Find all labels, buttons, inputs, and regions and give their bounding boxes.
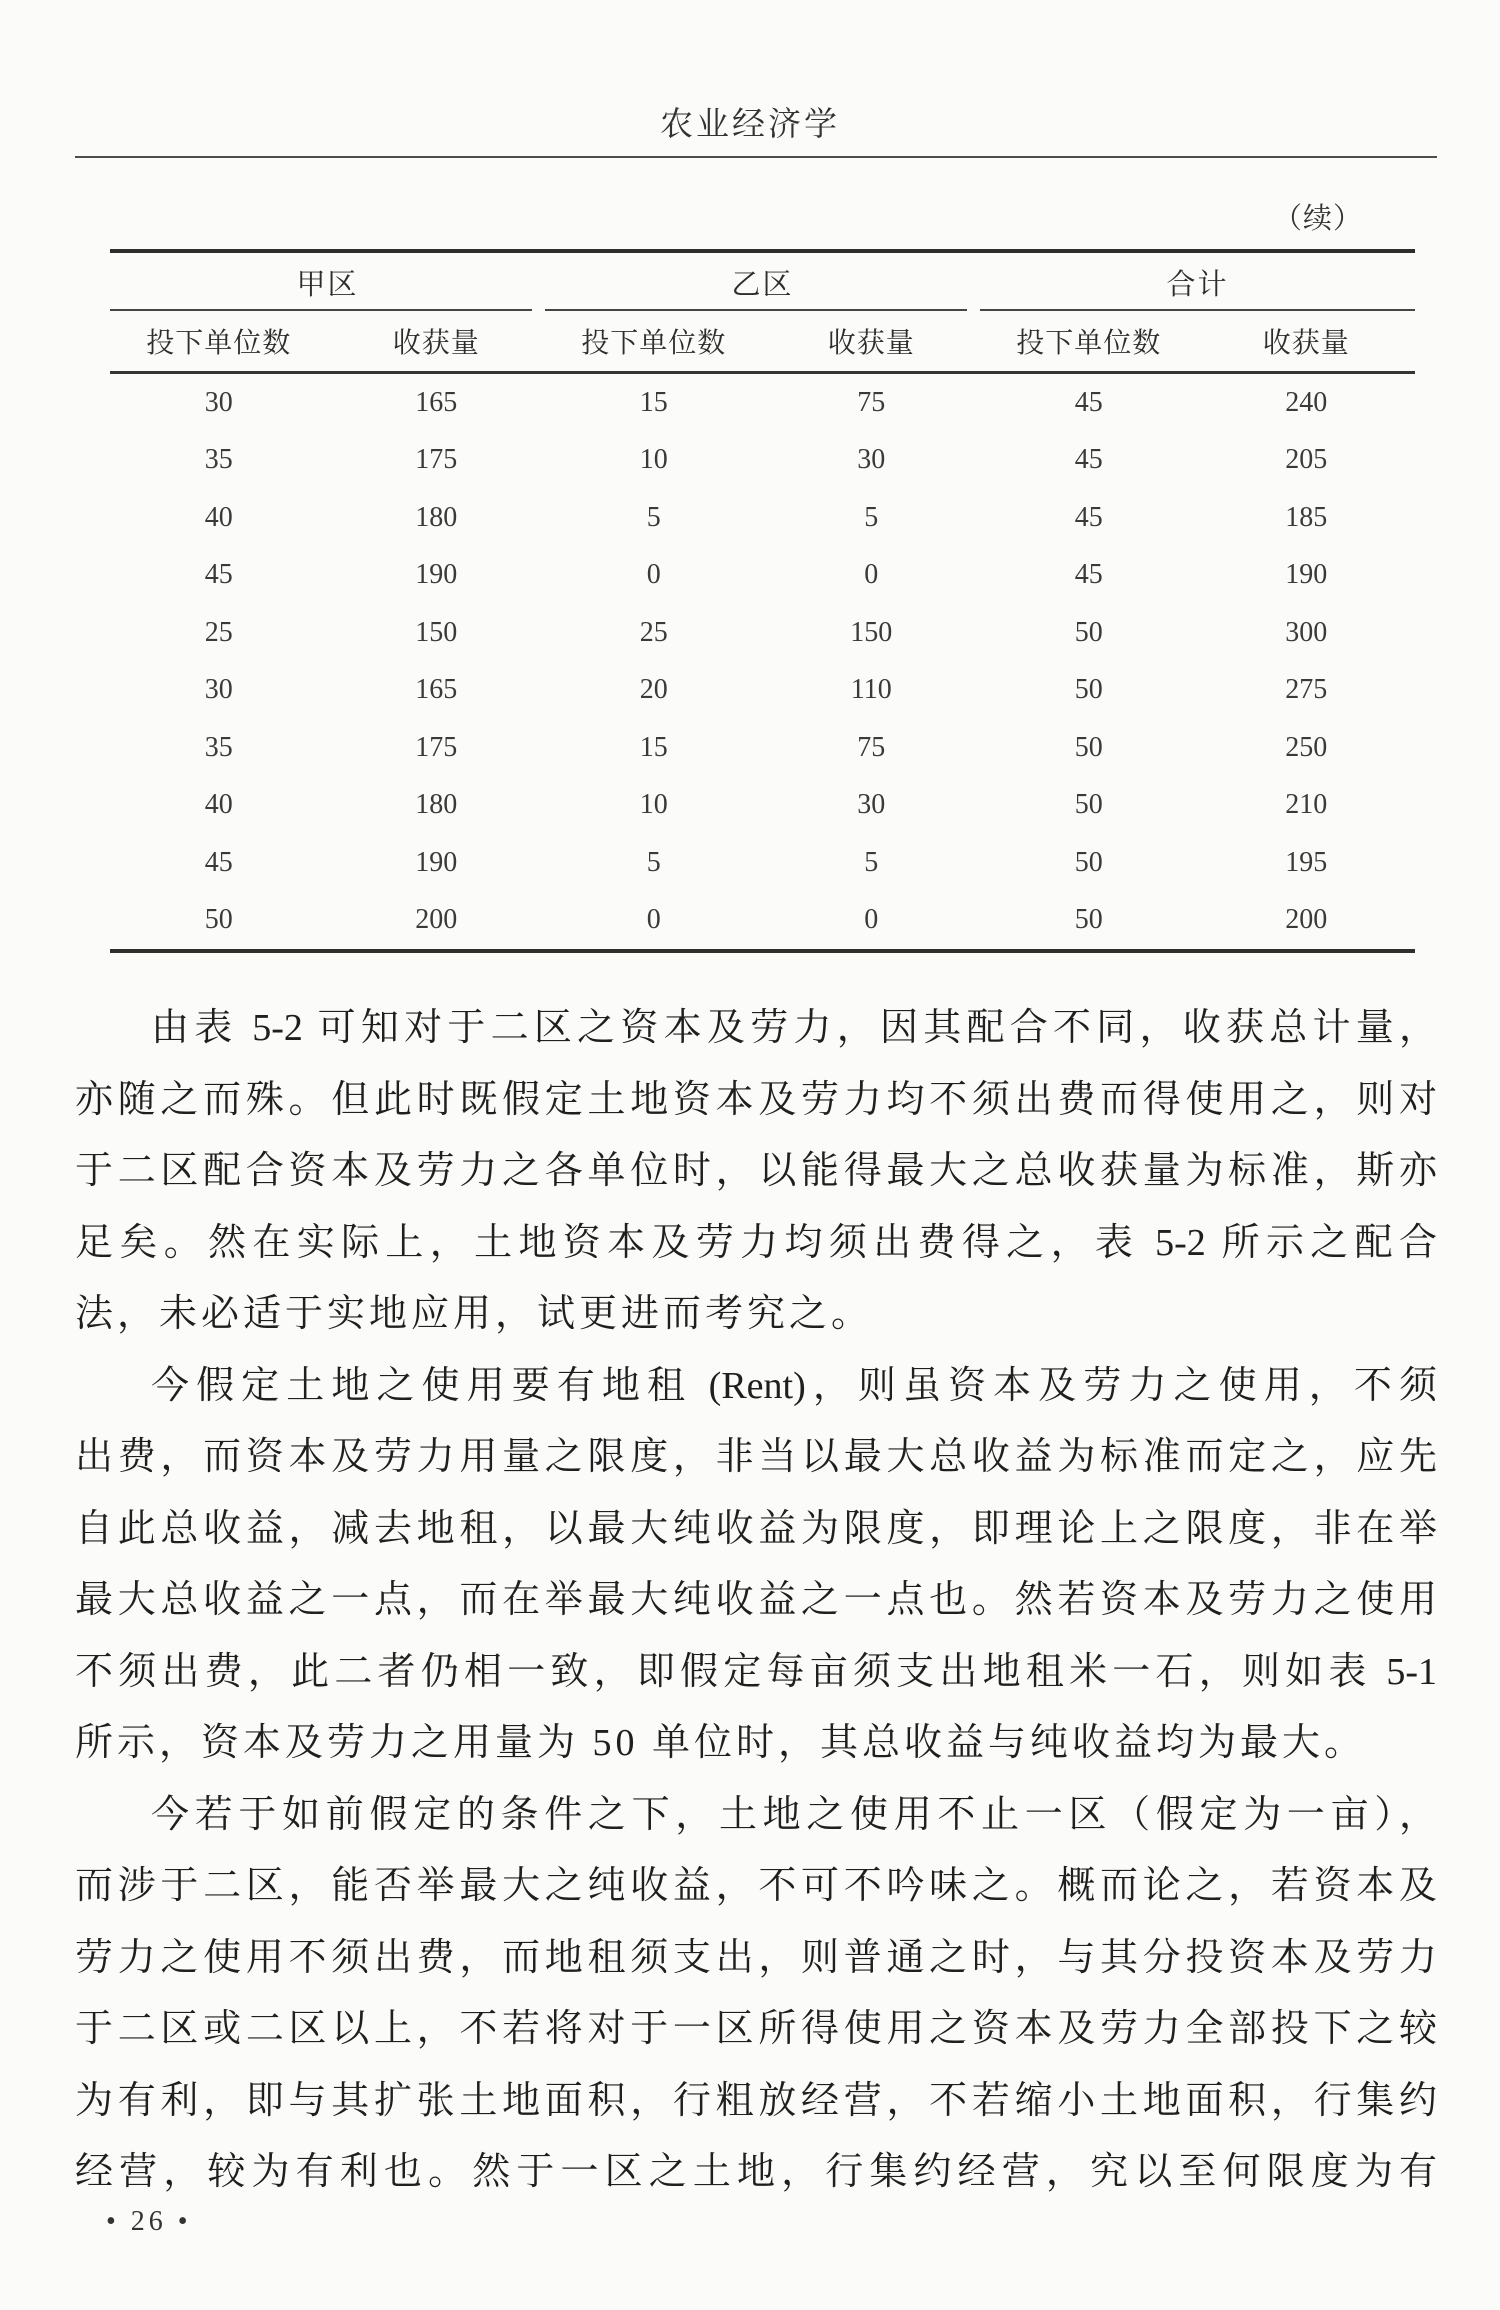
paragraph-1-line-1: 由表 5-2 可知对于二区之资本及劳力，因其配合不同，收获总计量，	[151, 1007, 1437, 1049]
table-cell: 50	[1074, 846, 1103, 878]
data-table	[110, 249, 1415, 953]
paragraph-1-line-4: 足矣。然在实际上，土地资本及劳力均须出费得之，表 5-2 所示之配合	[75, 1221, 1437, 1264]
table-cell: 40	[204, 501, 233, 533]
table-cell: 165	[415, 674, 458, 706]
table-cell: 110	[850, 674, 892, 706]
table-cell: 15	[639, 386, 668, 418]
table-cell: 20	[639, 674, 668, 706]
table-cell: 35	[204, 444, 233, 476]
table-cell: 165	[415, 386, 458, 418]
table-cell: 40	[204, 789, 233, 821]
sub-header-units-a: 投下单位数	[146, 328, 292, 359]
paragraph-3-line-4: 于二区或二区以上，不若将对于一区所得使用之资本及劳力全部投下之较	[75, 2008, 1437, 2050]
table-cell: 30	[857, 444, 886, 476]
table-cell: 180	[415, 789, 458, 821]
table-cell: 150	[850, 616, 893, 648]
table-row-3	[110, 489, 1415, 547]
table-cell: 190	[415, 559, 458, 591]
table-cell: 5	[646, 501, 661, 533]
table-cell: 240	[1285, 386, 1328, 418]
table-cell: 185	[1285, 501, 1328, 533]
table-row-10	[110, 892, 1415, 950]
paragraph-2-line-6: 所示，资本及劳力之用量为 50 单位时，其总收益与纯收益均为最大。	[75, 1722, 1367, 1764]
table-cell: 190	[1285, 559, 1328, 591]
table-row-4	[110, 547, 1415, 605]
table-cell: 5	[646, 846, 661, 878]
table-cell: 5	[864, 846, 879, 878]
table-cell: 150	[415, 616, 458, 648]
table-row-2	[110, 432, 1415, 490]
header-rule	[75, 156, 1437, 158]
table-cell: 10	[639, 789, 668, 821]
table-row-7	[110, 719, 1415, 777]
sub-header-yield-total: 收获量	[1262, 328, 1350, 359]
paragraph-3-line-1: 今若于如前假定的条件之下，土地之使用不止一区（假定为一亩），	[151, 1793, 1437, 1836]
table-row-6	[110, 662, 1415, 720]
group-header-region-b: 乙区	[545, 253, 980, 311]
paragraph-1-line-5: 法，未必适于实地应用，试更进而考究之。	[75, 1293, 874, 1335]
sub-header-row	[110, 311, 1415, 374]
table-cell: 25	[204, 616, 233, 648]
table-cell: 300	[1285, 616, 1328, 648]
table-cell: 0	[646, 904, 661, 936]
table-cell: 50	[1074, 674, 1103, 706]
table-row-9	[110, 834, 1415, 892]
paragraph-2-line-3: 自此总收益，减去地租，以最大纯收益为限度，即理论上之限度，非在举	[75, 1507, 1437, 1550]
paragraph-1-line-2: 亦随之而殊。但此时既假定土地资本及劳力均不须出费而得使用之，则对	[75, 1078, 1437, 1121]
table-cell: 250	[1285, 731, 1328, 763]
sub-header-units-total: 投下单位数	[1016, 328, 1162, 359]
table-cell: 45	[1074, 444, 1103, 476]
table-cell: 200	[1285, 904, 1328, 936]
paragraph-2-line-2: 出费，而资本及劳力用量之限度，非当以最大总收益为标准而定之，应先	[75, 1436, 1437, 1478]
table-cell: 0	[864, 904, 879, 936]
table-cell: 45	[204, 846, 233, 878]
table-cell: 5	[864, 501, 879, 533]
group-header-row	[110, 253, 1415, 311]
table-cell: 195	[1285, 846, 1328, 878]
paragraph-3-line-5: 为有利，即与其扩张土地面积，行粗放经营，不若缩小土地面积，行集约	[75, 2079, 1437, 2122]
continued-marker: （续）	[1272, 203, 1363, 235]
table-cell: 10	[639, 444, 668, 476]
table-cell: 190	[415, 846, 458, 878]
table-cell: 175	[415, 731, 458, 763]
table-cell: 180	[415, 501, 458, 533]
table-cell: 50	[1074, 904, 1103, 936]
table-body	[110, 374, 1415, 949]
table-cell: 210	[1285, 789, 1328, 821]
table-cell: 45	[1074, 501, 1103, 533]
table-cell: 35	[204, 731, 233, 763]
table-cell: 30	[204, 674, 233, 706]
table-cell: 200	[415, 904, 458, 936]
table-cell: 30	[857, 789, 886, 821]
paragraph-1-line-3: 于二区配合资本及劳力之各单位时，以能得最大之总收获量为标准，斯亦	[75, 1150, 1437, 1192]
paragraph-2-line-1: 今假定土地之使用要有地租 (Rent)，则虽资本及劳力之使用，不须	[151, 1364, 1437, 1407]
table-row-5	[110, 604, 1415, 662]
paragraph-3-line-6: 经营，较为有利也。然于一区之土地，行集约经营，究以至何限度为有	[75, 2151, 1437, 2193]
table-cell: 50	[1074, 731, 1103, 763]
sub-header-yield-b: 收获量	[827, 328, 915, 359]
table-cell: 15	[639, 731, 668, 763]
paragraph-3-line-3: 劳力之使用不须出费，而地租须支出，则普通之时，与其分投资本及劳力	[75, 1936, 1437, 1979]
table-cell: 0	[646, 559, 661, 591]
table-cell: 0	[864, 559, 879, 591]
table-cell: 50	[1074, 616, 1103, 648]
table-cell: 45	[204, 559, 233, 591]
page-number: • 26 •	[106, 2206, 192, 2237]
table-cell: 45	[1074, 386, 1103, 418]
table-cell: 75	[857, 386, 886, 418]
table-cell: 50	[204, 904, 233, 936]
group-header-total: 合计	[980, 253, 1415, 311]
paragraph-2-line-4: 最大总收益之一点，而在举最大纯收益之一点也。然若资本及劳力之使用	[75, 1579, 1437, 1621]
table-cell: 75	[857, 731, 886, 763]
paragraph-2-line-5: 不须出费，此二者仍相一致，即假定每亩须支出地租米一石，则如表 5-1	[75, 1650, 1437, 1693]
table-row-8	[110, 777, 1415, 835]
table-cell: 25	[639, 616, 668, 648]
table-cell: 275	[1285, 674, 1328, 706]
table-cell: 45	[1074, 559, 1103, 591]
table-cell: 205	[1285, 444, 1328, 476]
paragraph-3-line-2: 而涉于二区，能否举最大之纯收益，不可不吟味之。概而论之，若资本及	[75, 1865, 1437, 1907]
table-cell: 50	[1074, 789, 1103, 821]
group-header-region-a: 甲区	[110, 253, 545, 311]
running-header: 农业经济学	[660, 107, 840, 143]
sub-header-units-b: 投下单位数	[581, 328, 727, 359]
table-row-1	[110, 374, 1415, 432]
table-cell: 30	[204, 386, 233, 418]
sub-header-yield-a: 收获量	[392, 328, 480, 359]
table-cell: 175	[415, 444, 458, 476]
body-text	[75, 993, 1437, 2209]
